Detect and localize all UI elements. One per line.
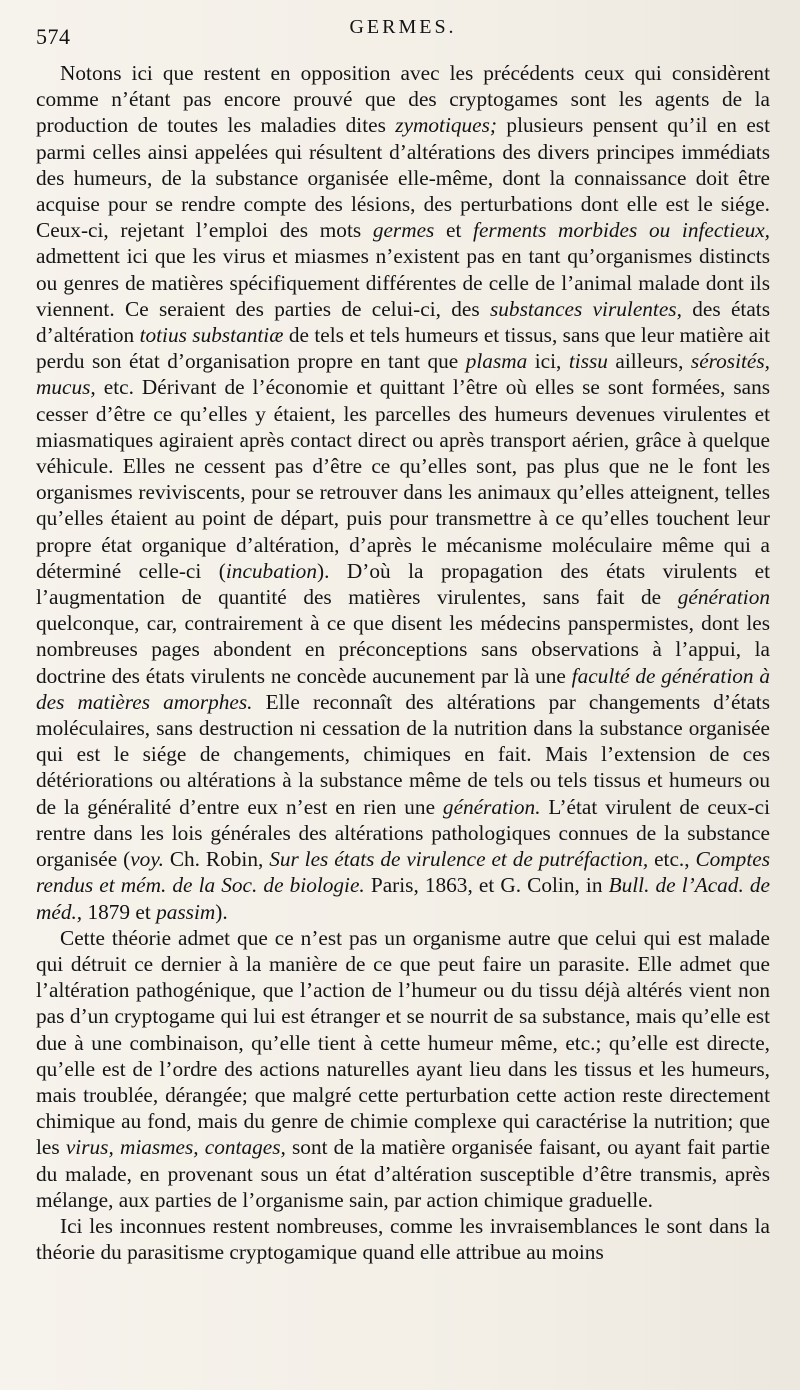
text-segment: et xyxy=(434,218,474,243)
paragraph-3 xyxy=(36,1213,770,1265)
italic-text-segment: totius substantiæ xyxy=(139,323,284,348)
text-segment: Elle reconnaît des altérations par changements d’états moléculaires, sans destruction ni cessation de la nutrition dans la substance organisée qui est le siége de changements, chimiques en fait. Mais l’extension de ces détériorations ou altérations à la substance même de tels ou tels tissus et humeurs ou de la généralité d’entre eux n’est en rien une xyxy=(36,689,770,819)
text-segment: Notons ici que restent en opposition avec les précédents ceux qui considèrent comme n’étant pas encore prouvé que des cryptogames sont les agents de la production de toutes les maladies dites xyxy=(36,61,770,138)
italic-text-segment: germes xyxy=(372,218,435,243)
italic-text-segment: tissu xyxy=(568,349,608,374)
text-segment: etc., xyxy=(648,847,696,872)
text-segment: Ch. Robin, xyxy=(163,847,270,872)
text-segment: L’état virulent de ceux-ci rentre dans les lois générales des altérations pathologiques connues de la substance organisée ( xyxy=(36,794,771,872)
running-head: GERMES. xyxy=(349,16,457,38)
italic-text-segment: plasma xyxy=(465,349,528,374)
text-segment: 1879 et xyxy=(82,899,157,924)
text-segment: ailleurs, xyxy=(607,349,691,374)
italic-text-segment: génération. xyxy=(442,794,541,819)
italic-text-segment: virus, miasmes, contages, xyxy=(65,1135,286,1160)
paragraph-1 xyxy=(36,60,770,925)
text-segment: Paris, 1863, et G. Colin, in xyxy=(364,873,609,898)
italic-text-segment: zymotiques; xyxy=(395,113,498,138)
text-segment: Cette théorie admet que ce n’est pas un organisme autre que celui qui est malade qui détruit ce dernier à la manière de ce que peut faire un parasite. Elle admet que l’altération pathogénique, que l’action de l’humeur ou du tissu déjà altérés vient non pas d’un cryptogame qui lui est étranger et se nourrit de sa substance, mais qu’elle est due à une combinaison, qu’elle tient à cette humeur même, etc.; qu’elle est directe, qu’elle est de l’ordre des actions naturelles ayant lieu dans les tissus et les humeurs, mais troublée, dérangée; que malgré cette perturbation cette action reste directement chimique au fond, mais du genre de chimie complexe qui caractérise la nutrition; que les xyxy=(36,925,770,1160)
italic-text-segment: Sur les états de virulence et de putréfaction, xyxy=(269,847,649,872)
italic-text-segment: substances virulentes, xyxy=(489,296,682,321)
italic-text-segment: ferments morbides ou infectieux, xyxy=(473,218,770,243)
italic-text-segment: passim xyxy=(156,899,216,924)
text-segment: etc. Dérivant de l’économie et quittant l’être où elles se sont formées, sans cesser d’être ce qu’elles y étaient, les parcelles des humeurs devenues virulentes et miasmatiques agiraient après contact direct ou après transport aérien, grâce à quelque véhicule. Elles ne cessent pas d’être ce qu’elles sont, pas plus que ne le font les organismes reviviscents, pour se retrouver dans les animaux qu’elles atteignent, telles qu’elles étaient au point de départ, puis pour transmettre à ce qu’elles touchent leur propre état organique d’altération, d’après le mécanisme moléculaire même qui a déterminé celle-ci ( xyxy=(36,375,770,583)
italic-text-segment: Bull. de l’Acad. de méd., xyxy=(36,873,770,924)
paragraph-2 xyxy=(36,925,770,1213)
text-segment: admettent ici que les virus et miasmes n’existent pas en tant qu’organismes distincts ou genres de matières spécifiquement différentes de celle de l’animal malade dont ils viennent. Ce seraient des parties de celui-ci, des xyxy=(36,244,770,321)
text-segment: ). xyxy=(215,899,228,924)
text-segment: plusieurs pensent qu’il en est parmi celles ainsi appelées qui résultent d’altérations des divers principes immédiats des humeurs, de la substance organisée elle-même, dont la connaissance doit être acquise pour se rendre compte des lésions, des perturbations dont elle est le siége. Ceux-ci, rejetant l’emploi des mots xyxy=(36,113,770,243)
text-segment: Ici les inconnues restent nombreuses, comme les invraisemblances le sont dans la théorie du parasitisme cryptogamique quand elle attribue au moins xyxy=(36,1213,770,1265)
italic-text-segment: incubation xyxy=(225,558,317,583)
text-segment: ). D’où la propagation des états virulents et l’augmentation de quantité des matières virulentes, sans fait de xyxy=(36,558,770,610)
page-header xyxy=(36,10,770,54)
page-number: 574 xyxy=(36,24,71,49)
text-segment: quelconque, car, contrairement à ce que disent les médecins panspermistes, dont les nombreuses pages abondent en préconceptions sans observations à l’appui, la doctrine des états virulents ne concède aucunement par là une xyxy=(36,611,770,688)
text-segment: ici, xyxy=(527,349,569,374)
text-segment: des états d’altération xyxy=(36,296,770,348)
text-segment: sont de la matière organisée faisant, ou ayant fait partie du malade, en provenant sous un état d’altération susceptible d’être transmis, après mélange, aux parties de l’organisme sain, par action chimique graduelle. xyxy=(36,1135,770,1212)
italic-text-segment: sérosités, mucus, xyxy=(36,349,770,400)
italic-text-segment: faculté de génération à des matières amorphes. xyxy=(36,663,770,714)
italic-text-segment: génération xyxy=(677,585,770,610)
body-text xyxy=(36,60,770,1265)
text-segment: de tels et tels humeurs et tissus, sans que leur matière ait perdu son état d’organisation propre en tant que xyxy=(36,323,770,374)
italic-text-segment: voy. xyxy=(130,847,164,872)
italic-text-segment: Comptes rendus et mém. de la Soc. de biologie. xyxy=(36,847,770,898)
